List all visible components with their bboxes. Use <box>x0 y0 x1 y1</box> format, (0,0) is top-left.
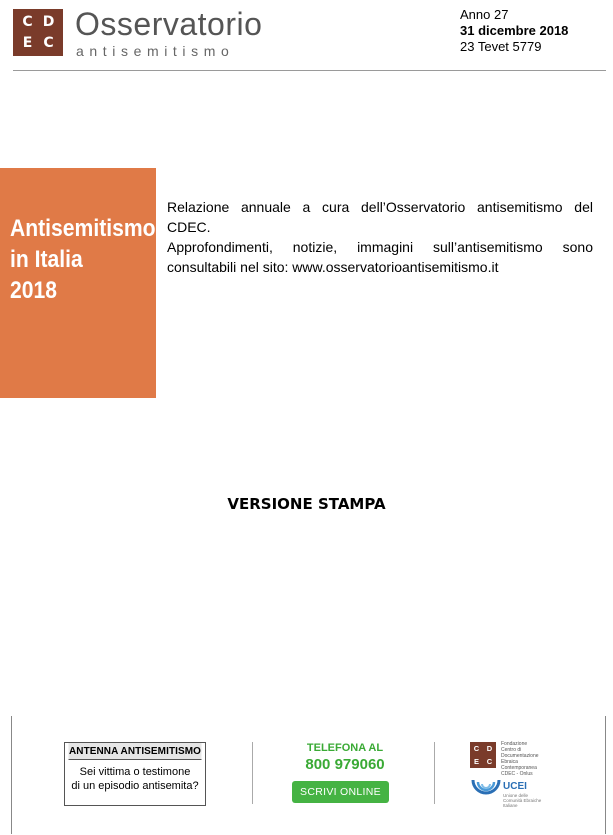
masthead-title: Osservatorio <box>75 6 263 42</box>
cdec-logo <box>13 9 63 56</box>
phone-number[interactable]: 800 979060 <box>305 756 385 773</box>
issue-hebrew-date: 23 Tevet 5779 <box>460 39 542 54</box>
footer-separator <box>434 742 435 804</box>
cover-title <box>10 213 164 306</box>
ucei-sub-line: Comunità Ebraiche <box>503 798 542 803</box>
cover-title-line: in Italia <box>10 246 83 273</box>
masthead-subtitle: antisemitismo <box>76 43 235 59</box>
logo-letter: C <box>473 744 480 753</box>
intro-text <box>167 197 593 277</box>
ucei-sub-line: Italiane <box>503 803 518 808</box>
footer-separator <box>252 742 253 804</box>
logo-letter: E <box>473 757 479 766</box>
print-version-label: VERSIONE STAMPA <box>227 495 386 513</box>
cover-title-line: 2018 <box>10 277 57 304</box>
logo-letter: C <box>43 34 54 51</box>
cdec-text-line: Centro di <box>501 747 522 753</box>
cdec-text-line: Contemporanea <box>501 765 537 771</box>
issue-anno: Anno 27 <box>460 7 509 22</box>
ucei-logo-icon <box>469 774 503 804</box>
logo-letter: D <box>42 14 55 31</box>
cdec-text-line: Documentazione <box>501 753 539 759</box>
header-divider <box>13 70 606 71</box>
antenna-header: ANTENNA ANTISEMITISMO <box>69 743 202 760</box>
logo-letter: E <box>22 34 33 51</box>
ucei-subtitle <box>503 793 541 808</box>
cover-block <box>0 168 156 398</box>
logo-letter: D <box>486 744 493 753</box>
ucei-name: UCEI <box>503 781 527 792</box>
intro-paragraph: Relazione annuale a cura dell’Osservatorio antisemitismo del CDEC. <box>167 199 593 235</box>
antenna-body <box>65 760 205 793</box>
logo-letter: C <box>486 757 493 766</box>
cdec-text-line: Fondazione <box>501 741 528 747</box>
ucei-sub-line: Unione delle <box>503 793 529 798</box>
issue-info <box>460 7 568 55</box>
cdec-text-line: Ebraica <box>501 759 518 765</box>
cdec-small-logo <box>470 742 496 768</box>
issue-date: 31 dicembre 2018 <box>460 23 569 38</box>
cdec-text-line: CDEC - Onlus <box>501 771 533 777</box>
cover-title-line: Antisemitismo <box>10 215 156 242</box>
cdec-foundation-text <box>501 741 539 777</box>
phone-label: TELEFONA AL <box>306 742 384 754</box>
antenna-line: di un episodio antisemita? <box>71 780 199 792</box>
logo-letter: C <box>22 14 33 31</box>
intro-paragraph: Approfondimenti, notizie, immagini sull’antisemitismo sono consultabili nel sito: www.osservatorioantisemitismo.it <box>167 239 593 275</box>
antenna-line: Sei vittima o testimone <box>79 766 191 778</box>
antenna-box[interactable] <box>64 742 206 806</box>
write-online-button[interactable]: SCRIVI ONLINE <box>292 781 389 803</box>
